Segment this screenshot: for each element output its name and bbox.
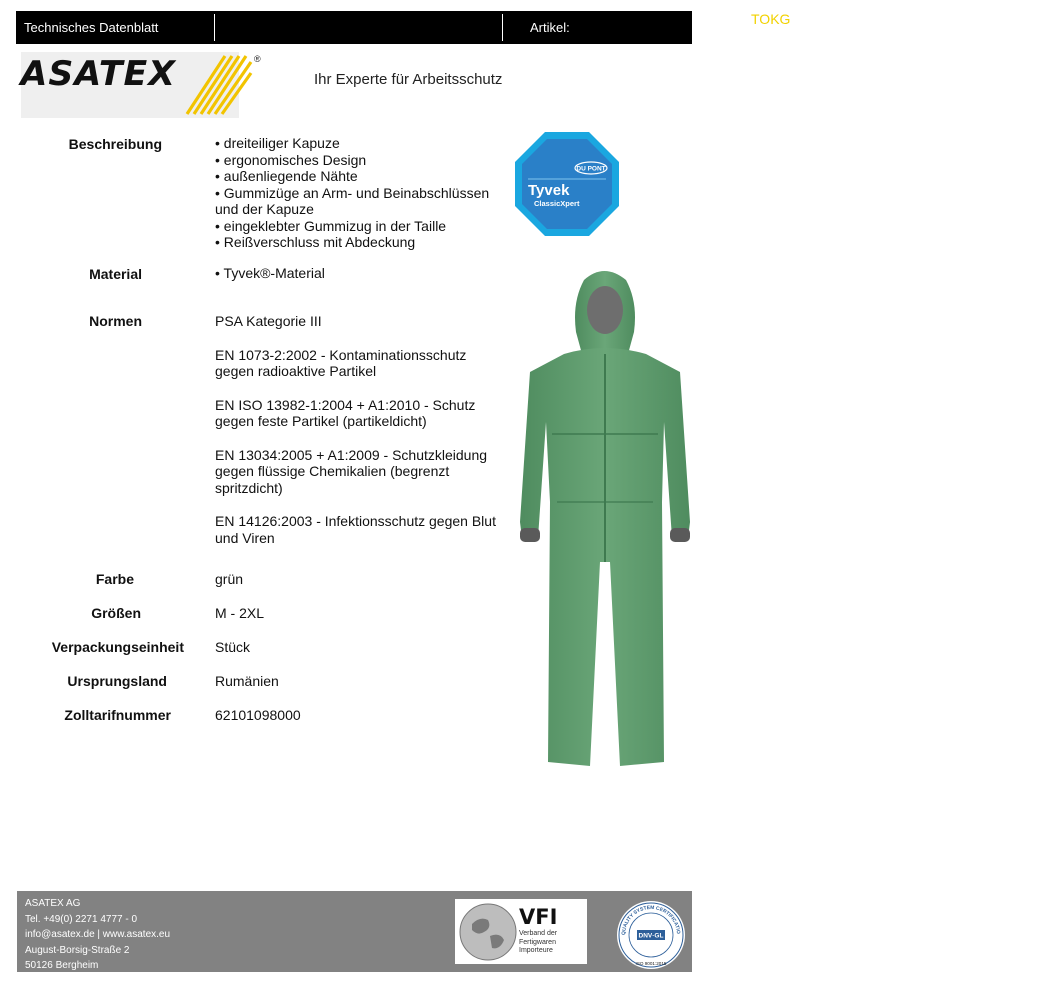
list-item: • eingeklebter Gummizug in der Taille [215, 217, 447, 234]
normen-list [215, 313, 515, 563]
norm-item: EN 13034:2005 + A1:2009 - Schutzkleidung gegen flüssige Chemikalien (begrenzt spritzdicht) [215, 446, 488, 496]
material-list [215, 265, 515, 282]
article-label: Artikel: [530, 20, 570, 35]
label-zolltarifnummer: Zolltarifnummer [64, 707, 171, 723]
company-address [25, 896, 170, 974]
list-item: • Reißverschluss mit Abdeckung [215, 234, 416, 250]
doc-type: Technisches Datenblatt [24, 20, 159, 35]
norm-item: EN 1073-2:2002 - Kontaminationsschutz gegen radioaktive Partikel [215, 346, 467, 379]
coverall-image [512, 262, 696, 782]
article-value: TOKG [751, 11, 791, 27]
header-bar [16, 11, 791, 44]
company-web: info@asatex.de | www.asatex.eu [25, 929, 171, 940]
norm-item: EN 14126:2003 - Infektionsschutz gegen Blut und Viren [215, 513, 496, 546]
label-farbe: Farbe [95, 571, 134, 587]
vfi-line: Verband der [519, 930, 558, 937]
label-ursprungsland: Ursprungsland [67, 673, 167, 689]
groessen-value: M - 2XL [215, 605, 265, 621]
logo-wordmark: ASATEX [20, 54, 177, 94]
list-item: • dreiteiliger Kapuze [215, 135, 340, 151]
tyvek-badge-icon [514, 131, 620, 237]
farbe-value: grün [215, 571, 244, 587]
list-item: • Gummizüge an Arm- und Beinabschlüssen [215, 184, 490, 201]
footer [17, 891, 692, 972]
company-phone: Tel. +49(0) 2271 4777 - 0 [25, 913, 138, 925]
dnv-certification-icon [615, 899, 687, 971]
header-divider [214, 14, 215, 41]
norm-item: EN ISO 13982-1:2004 + A1:2010 - Schutz gegen feste Partikel (partikeldicht) [215, 396, 476, 429]
globe-icon [458, 902, 518, 962]
registered-mark: ® [254, 54, 261, 64]
vfi-title: VFI [519, 905, 558, 929]
vfi-subtitle [519, 930, 557, 956]
tagline: Ihr Experte für Arbeitsschutz [314, 71, 503, 88]
list-item: • außenliegende Nähte [215, 168, 358, 184]
vfi-logo [455, 899, 587, 964]
ursprung-value: Rumänien [215, 673, 279, 689]
label-normen: Normen [89, 313, 142, 329]
article-field [530, 11, 791, 44]
vfi-line: Importeure [519, 947, 553, 954]
list-item: • ergonomisches Design [215, 151, 367, 168]
label-material: Material [89, 266, 142, 282]
label-beschreibung: Beschreibung [68, 136, 162, 152]
header-divider [502, 14, 503, 41]
label-verpackungseinheit: Verpackungseinheit [51, 639, 184, 655]
asatex-logo [20, 52, 261, 120]
list-item: und der Kapuze [215, 201, 314, 217]
badge-brand: DU PONT [576, 165, 606, 173]
norm-item: PSA Kategorie III [215, 313, 322, 329]
company-city: 50126 Bergheim [25, 960, 99, 971]
vfi-line: Fertigwaren [519, 938, 556, 946]
zoll-value: 62101098000 [215, 707, 301, 723]
beschreibung-list [215, 135, 515, 251]
cert-ring-text: QUALITY SYSTEM CERTIFICATIO [620, 904, 682, 936]
list-item: • Tyvek®-Material [215, 265, 325, 281]
badge-sub: ClassicXpert [534, 199, 580, 208]
label-groessen: Größen [91, 605, 141, 621]
company-street: August-Borsig-Straße 2 [25, 944, 130, 956]
logo-stripes-icon [181, 54, 251, 116]
company-name: ASATEX AG [25, 898, 81, 909]
verpackung-value: Stück [215, 639, 251, 655]
cert-standard: ISO 9001:2015 [635, 961, 667, 966]
badge-product: Tyvek [528, 182, 570, 199]
cert-brand: DNV·GL [638, 932, 664, 940]
